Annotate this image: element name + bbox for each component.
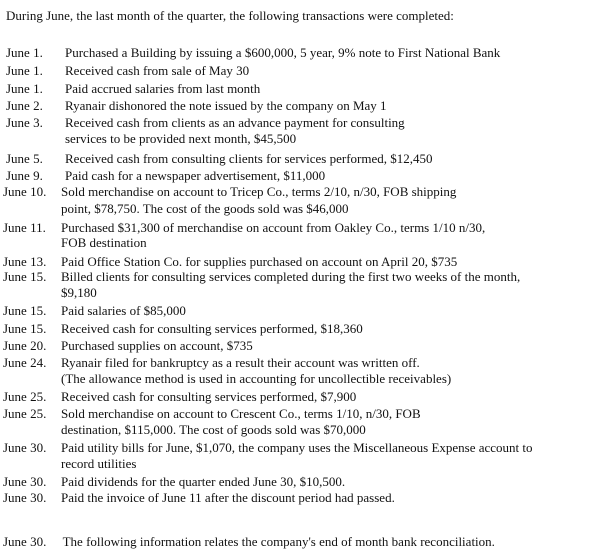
transaction-date: June 30. (3, 474, 47, 489)
transaction-date: June 1. (6, 81, 43, 96)
footer-date: June 30. (3, 534, 47, 549)
bank-reconciliation-intro (3, 534, 495, 550)
transaction-date: June 20. (3, 338, 47, 353)
transaction-text: Received cash from clients as an advance payment for consulting (65, 115, 405, 130)
transaction-date: June 24. (3, 355, 47, 370)
transaction-continuation: record utilities (61, 456, 137, 471)
transaction-continuation: $9,180 (61, 285, 97, 300)
transaction-text: Purchased a Building by issuing a $600,000, 5 year, 9% note to First National Bank (65, 45, 501, 60)
transaction-continuation: point, $78,750. The cost of the goods sold was $46,000 (61, 201, 349, 216)
transaction-text: Sold merchandise on account to Crescent Co., terms 1/10, n/30, FOB (61, 406, 421, 421)
transaction-text: Paid utility bills for June, $1,070, the company uses the Miscellaneous Expense account to (61, 440, 533, 455)
transaction-text: Paid the invoice of June 11 after the discount period had passed. (61, 490, 395, 505)
transaction-date: June 3. (6, 115, 43, 130)
transaction-date: June 15. (3, 303, 47, 318)
transaction-continuation: FOB destination (61, 235, 147, 250)
transaction-date: June 30. (3, 440, 47, 455)
transaction-text: Purchased supplies on account, $735 (61, 338, 253, 353)
transaction-date: June 25. (3, 406, 47, 421)
transaction-text: Sold merchandise on account to Tricep Co., terms 2/10, n/30, FOB shipping (61, 184, 457, 199)
intro-text: During June, the last month of the quarter, the following transactions were completed: (6, 8, 454, 23)
transaction-date: June 30. (3, 490, 47, 505)
transaction-date: June 10. (3, 184, 47, 199)
transaction-text: Billed clients for consulting services completed during the first two weeks of the month, (61, 269, 521, 284)
footer-text: The following information relates the company's end of month bank reconciliation. (62, 534, 495, 549)
transaction-text: Received cash for consulting services performed, $18,360 (61, 321, 363, 336)
transaction-continuation: services to be provided next month, $45,500 (65, 131, 297, 146)
transaction-text: Purchased $31,300 of merchandise on account from Oakley Co., terms 1/10 n/30, (61, 220, 486, 235)
transaction-text: Paid salaries of $85,000 (61, 303, 186, 318)
transaction-continuation: destination, $115,000. The cost of goods sold was $70,000 (61, 422, 366, 437)
transaction-date: June 15. (3, 321, 47, 336)
transaction-date: June 1. (6, 45, 43, 60)
transaction-text: Paid Office Station Co. for supplies purchased on account on April 20, $735 (61, 254, 458, 269)
transaction-date: June 1. (6, 63, 43, 78)
transaction-text: Received cash for consulting services performed, $7,900 (61, 389, 357, 404)
transaction-text: Received cash from consulting clients for services performed, $12,450 (65, 151, 433, 166)
transaction-date: June 15. (3, 269, 47, 284)
transaction-text: Ryanair filed for bankruptcy as a result their account was written off. (61, 355, 420, 370)
transaction-text: Received cash from sale of May 30 (65, 63, 250, 78)
transaction-text: Paid cash for a newspaper advertisement, $11,000 (65, 168, 326, 183)
transaction-text: Paid dividends for the quarter ended June 30, $10,500. (61, 474, 346, 489)
transaction-text: Paid accrued salaries from last month (65, 81, 261, 96)
transaction-date: June 5. (6, 151, 43, 166)
transaction-date: June 9. (6, 168, 43, 183)
transaction-date: June 11. (3, 220, 46, 235)
transaction-date: June 25. (3, 389, 47, 404)
transaction-date: June 2. (6, 98, 43, 113)
transaction-date: June 13. (3, 254, 47, 269)
transaction-continuation: (The allowance method is used in accounting for uncollectible receivables) (61, 371, 452, 386)
transaction-text: Ryanair dishonored the note issued by the company on May 1 (65, 98, 387, 113)
